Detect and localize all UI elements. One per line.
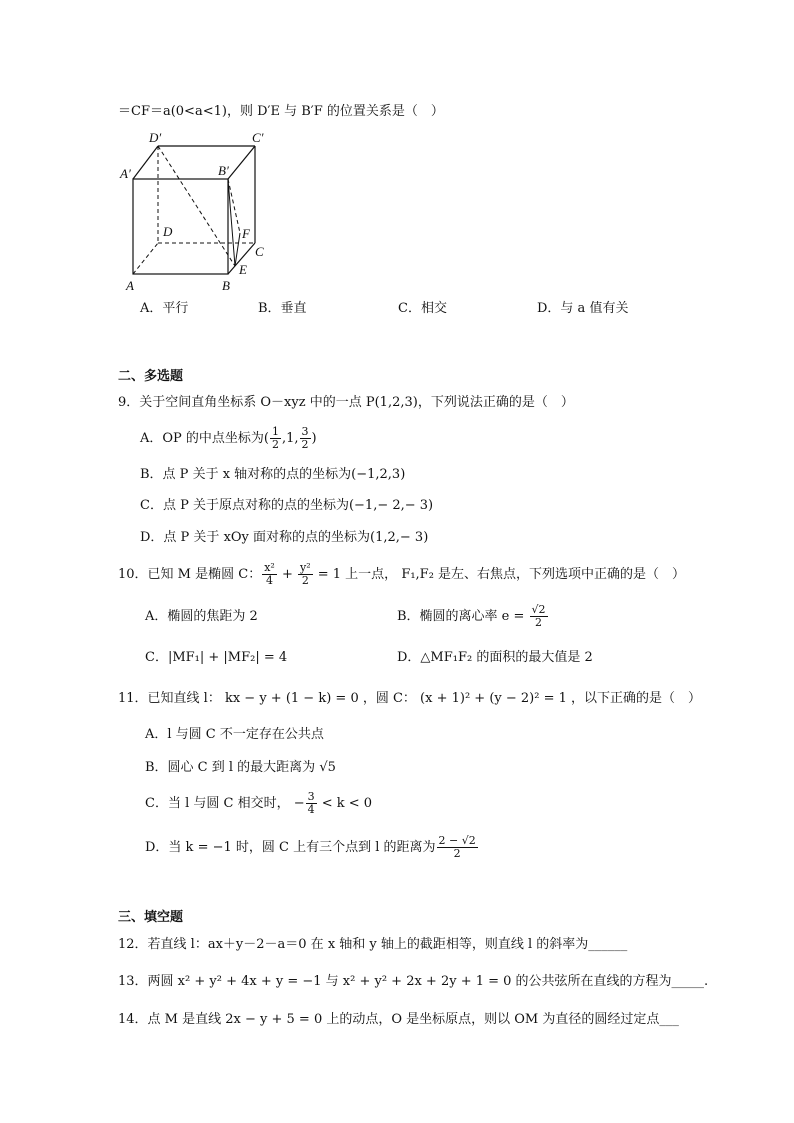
q9-option-c: C．点 P 关于原点对称的点的坐标为(−1,− 2,− 3) [140, 498, 434, 513]
q9-stem: 9．关于空间直角坐标系 O－xyz 中的一点 P(1,2,3)，下列说法正确的是（ ） [118, 395, 574, 410]
q10-fraction-x: $\frac{\text{x²}}{4}$ [264, 561, 275, 587]
q9-option-d: D．点 P 关于 xOy 面对称的点的坐标为(1,2,− 3) [140, 530, 429, 545]
q8-option-d: D．与 a 值有关 [537, 301, 629, 316]
edge-b1-c1 [228, 146, 255, 179]
q8-option-b: B．垂直 [258, 301, 307, 316]
label-d1: D′ [149, 130, 162, 145]
label-b1: B′ [218, 163, 229, 178]
q10-fraction-y: $\frac{\text{y²}}{2}$ [300, 561, 311, 587]
q9-fraction-2: $\frac{3}{2}$ [301, 425, 309, 451]
edge-a1-d1 [133, 146, 158, 179]
q11-option-d: D．当 k = −1 时，圆 C 上有三个点到 l 的距离为 $\frac{2 - √2}{2}$ [145, 834, 476, 860]
q11-fraction-k: $\frac{3}{4}$ [307, 790, 315, 816]
q11-option-c: C．当 l 与圆 C 相交时， − $\frac{3}{4}$ < k < 0 [145, 790, 373, 816]
label-e: E [239, 262, 247, 277]
q12-text: 12．若直线 l：ax＋y－2－a＝0 在 x 轴和 y 轴上的截距相等，则直线 l 的斜率为______ [118, 937, 628, 952]
q10-option-c: C．|MF₁| + |MF₂| = 4 [145, 650, 288, 665]
q11-option-a: A．l 与圆 C 不一定存在公共点 [145, 727, 324, 742]
label-b: B [222, 278, 230, 293]
q11-stem: 11．已知直线 l： kx − y + (1 − k) = 0 ，圆 C： (x + 1)² + (y − 2)² = 1 ，以下正确的是（ ） [118, 691, 702, 706]
q11-fraction-distance: $\frac{2 - √2}{2}$ [438, 834, 476, 860]
q10-option-b: B．椭圆的离心率 e = $\frac{√2}{2}$ [397, 603, 546, 629]
q8-option-a: A．平行 [140, 301, 189, 316]
label-c: C [255, 244, 264, 259]
q10-stem: 10．已知 M 是椭圆 C： $\frac{\text{x²}}{4}$ + $\frac{\text{y²}}{2}$ = 1 上一点， F₁,F₂ 是左、右焦点，下列选项中正确的是（ ） [118, 561, 686, 587]
section-heading-fill-in: 三、填空题 [118, 910, 184, 925]
q10-option-a: A．椭圆的焦距为 2 [145, 609, 258, 624]
segment-b1-e [228, 179, 235, 266]
q9-fraction-1: $\frac{1}{2}$ [272, 425, 279, 451]
cube-front-face [133, 179, 228, 274]
label-d: D [163, 224, 173, 239]
q8-stem-tail: ＝CF＝a(0<a<1)，则 D′E 与 B′F 的位置关系是（ ） [118, 104, 444, 119]
q10-option-d: D．△MF₁F₂ 的面积的最大值是 2 [397, 650, 593, 665]
q9-option-a: A．OP 的中点坐标为( $\frac{1}{2}$ ,1, $\frac{3}{2}$ ) [140, 425, 317, 451]
q14-text: 14．点 M 是直线 2x − y + 5 = 0 上的动点，O 是坐标原点，则以 OM 为直径的圆经过定点___ [118, 1012, 679, 1027]
section-heading-multiple-choice: 二、多选题 [118, 369, 184, 384]
label-a1: A′ [120, 166, 131, 181]
q10-fraction-e: $\frac{√2}{2}$ [531, 603, 546, 629]
label-c1: C′ [252, 130, 264, 145]
label-f: F [242, 226, 250, 241]
q11-option-b: B．圆心 C 到 l 的最大距离为 √5 [145, 760, 336, 775]
q13-text: 13．两圆 x² + y² + 4x + y = −1 与 x² + y² + 2x + 2y + 1 = 0 的公共弦所在直线的方程为_____. [118, 974, 709, 989]
q9-option-b: B．点 P 关于 x 轴对称的点的坐标为(−1,2,3) [140, 467, 406, 482]
q8-option-c: C．相交 [398, 301, 447, 316]
label-a: A [126, 278, 134, 293]
hidden-edge-a-d [133, 243, 158, 274]
cube-figure [118, 126, 278, 296]
